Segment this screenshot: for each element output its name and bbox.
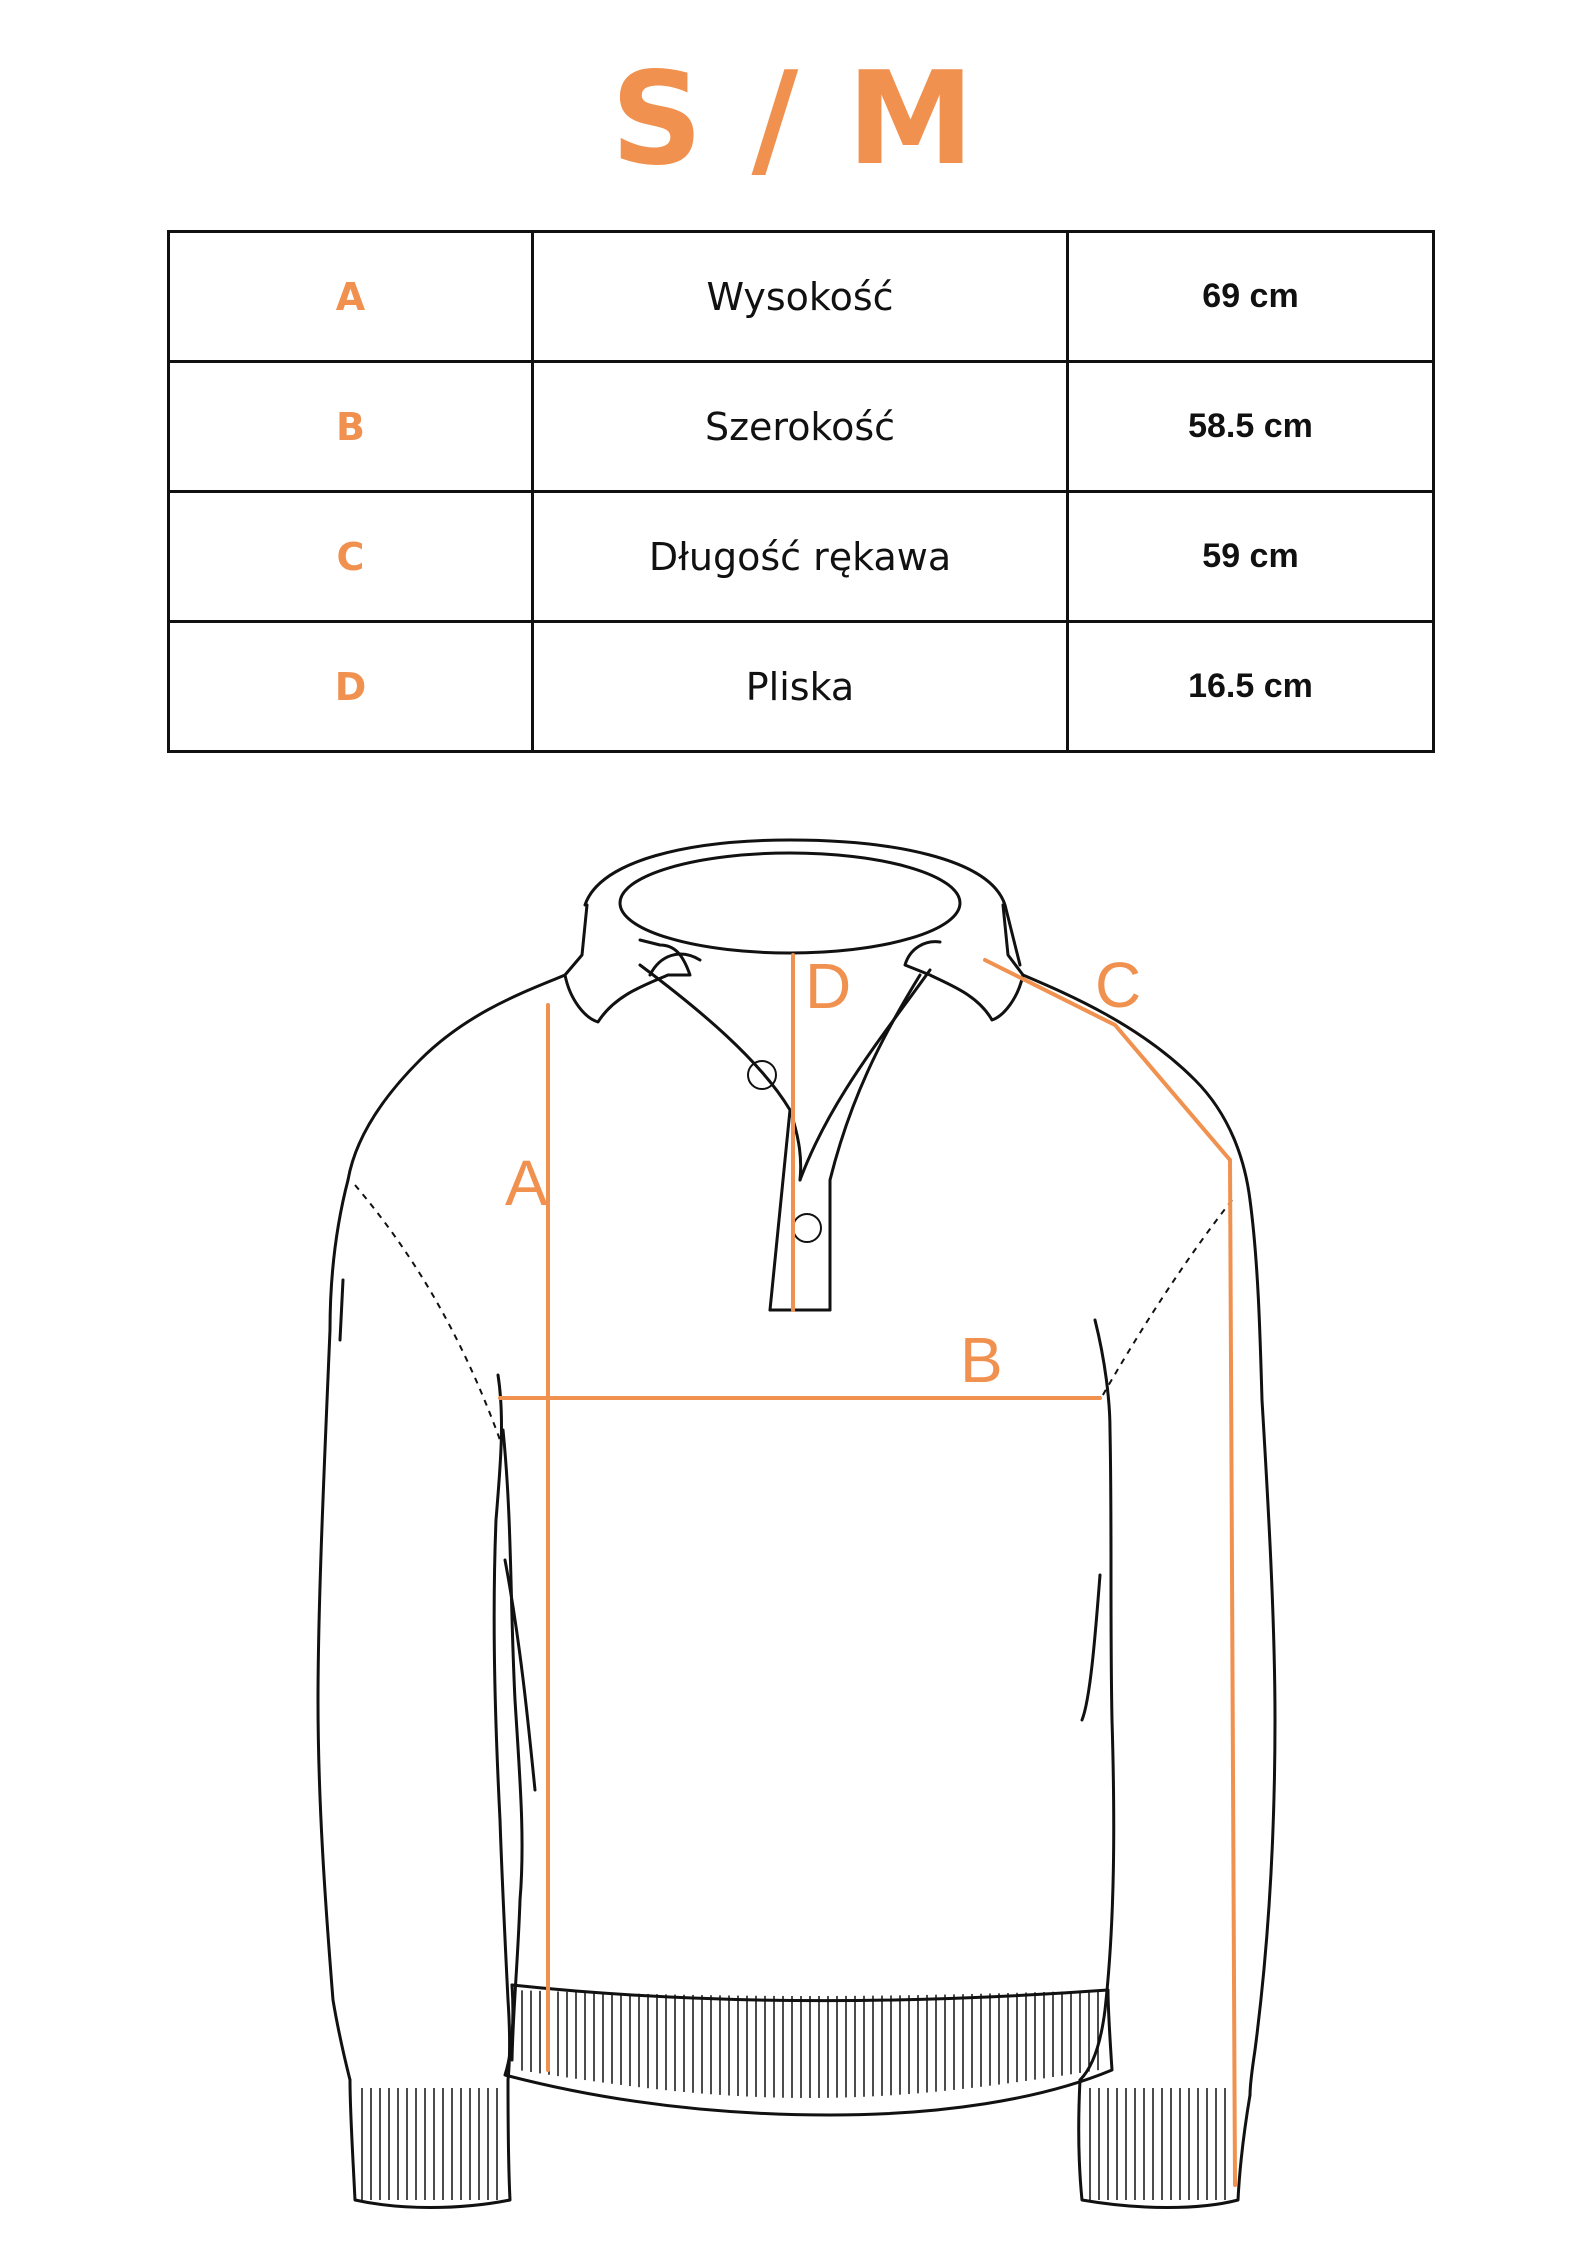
right-sleeve-seam bbox=[1100, 1200, 1232, 1400]
measure-code: D bbox=[169, 622, 533, 752]
left-sleeve-cuff bbox=[350, 2080, 510, 2208]
hem-band bbox=[505, 1985, 1112, 2115]
right-sleeve-outer bbox=[1250, 1200, 1275, 2095]
measure-letter-d: D bbox=[805, 950, 852, 1022]
button-icon bbox=[793, 1214, 821, 1242]
measure-value: 69 cm bbox=[1068, 232, 1434, 362]
measure-value: 58.5 cm bbox=[1068, 362, 1434, 492]
left-sleeve-seam bbox=[355, 1185, 500, 1440]
measure-letter-a: A bbox=[505, 1147, 548, 1219]
measure-value: 59 cm bbox=[1068, 492, 1434, 622]
collar-neckline bbox=[620, 853, 960, 953]
measure-label: Pliska bbox=[533, 622, 1068, 752]
measure-code: C bbox=[169, 492, 533, 622]
page-title: S / M bbox=[610, 45, 977, 194]
measure-value: 16.5 cm bbox=[1068, 622, 1434, 752]
measure-letter-b: B bbox=[960, 1324, 1003, 1396]
body-right-fold bbox=[1082, 1575, 1100, 1720]
measure-label: Szerokość bbox=[533, 362, 1068, 492]
measure-code: B bbox=[169, 362, 533, 492]
right-cuff-ribbing bbox=[1090, 2088, 1225, 2200]
button-icon bbox=[748, 1061, 776, 1089]
measure-letter-c: C bbox=[1095, 949, 1142, 1021]
body-left-fold bbox=[505, 1560, 535, 1790]
left-sleeve-outer bbox=[318, 1180, 350, 2080]
measure-label: Wysokość bbox=[533, 232, 1068, 362]
right-sleeve-inner bbox=[1080, 1320, 1114, 2080]
collar-shadow-left bbox=[650, 954, 700, 975]
collar-band bbox=[585, 840, 1020, 965]
measure-code: A bbox=[169, 232, 533, 362]
placket-left bbox=[640, 965, 920, 1310]
measure-label: Długość rękawa bbox=[533, 492, 1068, 622]
left-sleeve-line bbox=[340, 1280, 343, 1340]
hem-ribbing bbox=[522, 1990, 1098, 2098]
left-cuff-ribbing bbox=[362, 2088, 497, 2200]
right-collar bbox=[905, 905, 1023, 1020]
left-collar bbox=[565, 905, 690, 1022]
